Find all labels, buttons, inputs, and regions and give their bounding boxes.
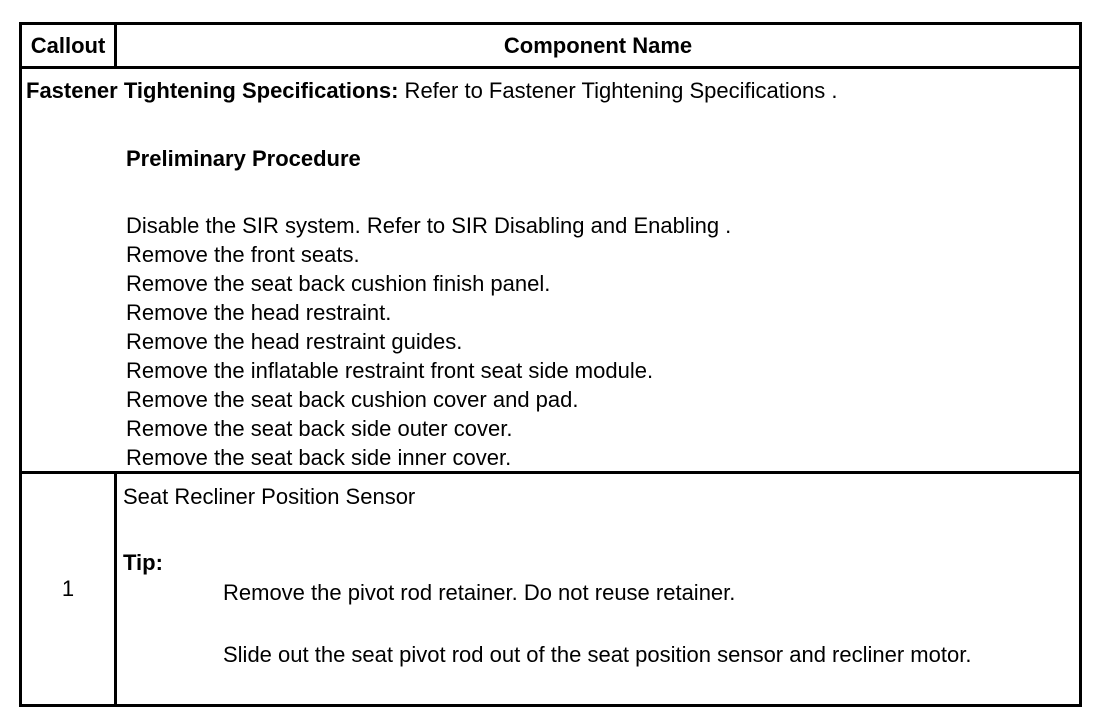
table-row bbox=[22, 474, 1079, 704]
fastener-spec-line bbox=[26, 78, 837, 104]
row-component-cell bbox=[117, 474, 1079, 704]
procedure-table bbox=[19, 22, 1082, 707]
tip-label: Tip: bbox=[123, 550, 163, 575]
preliminary-step: Remove the inflatable restraint front seat side module. bbox=[126, 358, 654, 383]
preliminary-step: Remove the seat back side inner cover. bbox=[126, 445, 512, 470]
preliminary-step: Disable the SIR system. Refer to SIR Disabling and Enabling . bbox=[126, 213, 732, 238]
fastener-spec-link-text: Refer to Fastener Tightening Specifications . bbox=[398, 78, 838, 103]
header-callout: Callout bbox=[22, 25, 117, 66]
preliminary-step: Remove the seat back cushion cover and pad. bbox=[126, 387, 579, 412]
preliminary-step: Remove the head restraint guides. bbox=[126, 329, 463, 354]
row-callout-number: 1 bbox=[22, 474, 117, 704]
preliminary-row bbox=[22, 69, 1079, 474]
preliminary-step: Remove the front seats. bbox=[126, 242, 360, 267]
table-header-row bbox=[22, 25, 1079, 69]
header-component-name: Component Name bbox=[503, 32, 693, 58]
component-name: Seat Recliner Position Sensor bbox=[123, 484, 416, 509]
preliminary-procedure-title: Preliminary Procedure bbox=[126, 146, 361, 171]
fastener-spec-label: Fastener Tightening Specifications: bbox=[26, 78, 399, 103]
preliminary-step: Remove the seat back side outer cover. bbox=[126, 416, 513, 441]
tip-text: Slide out the seat pivot rod out of the seat position sensor and recliner motor. bbox=[223, 642, 972, 667]
preliminary-step: Remove the seat back cushion finish panel. bbox=[126, 271, 551, 296]
tip-text: Remove the pivot rod retainer. Do not reuse retainer. bbox=[223, 580, 736, 605]
preliminary-steps-list bbox=[126, 211, 731, 472]
preliminary-step: Remove the head restraint. bbox=[126, 300, 392, 325]
